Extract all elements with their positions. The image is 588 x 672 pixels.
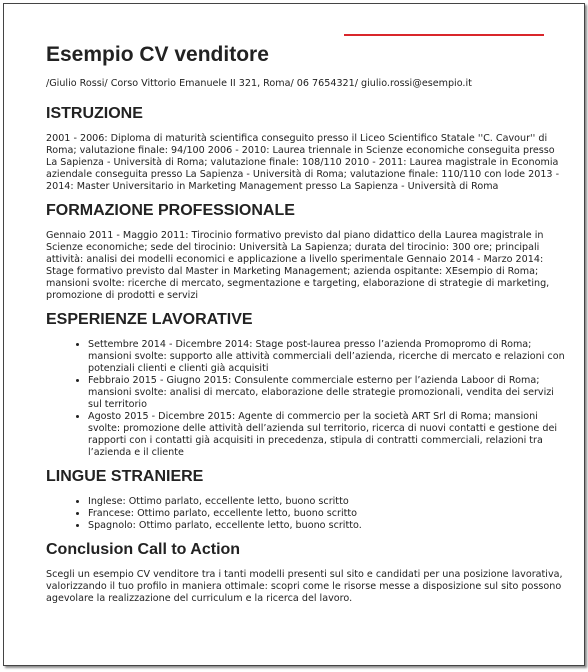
language-list <box>46 496 566 532</box>
section-heading-istruzione: ISTRUZIONE <box>46 105 143 122</box>
page-title: Esempio CV venditore <box>46 43 269 66</box>
section-text-istruzione: 2001 - 2006: Diploma di maturità scientifica conseguito presso il Liceo Scientifico Statale ''C. Cavour'' di Roma; valutazione finale: 94/100 2006 - 2010: Laurea triennale in Scienze economiche conseguita presso La Sapienza - Università di Roma; valutazione finale: 108/110 2010 - 2011: Laurea magistrale in Economia aziendale conseguita presso La Sapienza - Università di Roma; valutazione finale: 110/110 con lode 2013 - 2014: Master Universitario in Marketing Management presso La Sapienza - Università di Roma <box>46 133 560 192</box>
list-item: • Francese: Ottimo parlato, eccellente letto, buono scritto <box>88 508 566 520</box>
cv-page <box>3 3 585 666</box>
section-text-formazione: Gennaio 2011 - Maggio 2011: Tirocinio formativo previsto dal piano didattico della Laurea magistrale in Scienze economiche; sede del tirocinio: Università La Sapienza; durata del tirocinio: 300 ore; principali attività: analisi dei modelli economici e applicazione a livello sperimentale Gennaio 2014 - Marzo 2014: Stage formativo previsto dal Master in Marketing Management; azienda ospitante: XEsempio di Roma; mansioni svolte: ricerche di mercato, segmentazione e targeting, elaborazione di strategie di marketing, promozione di prodotti e servizi <box>46 230 550 301</box>
list-item: • Spagnolo: Ottimo parlato, eccellente letto, buono scritto. <box>88 520 566 532</box>
list-item: • Febbraio 2015 - Giugno 2015: Consulente commerciale esterno per l’azienda Laboor di Roma; mansioni svolte: analisi di mercato, elaborazione delle strategie promozionali, vendita dei servizi sul territorio <box>88 375 566 411</box>
list-item: • Settembre 2014 - Dicembre 2014: Stage post-laurea presso l’azienda Promopromo di Roma; mansioni svolte: supporto alle attività commerciali dell’azienda, ricerche di mercato e relazioni con potenziali clienti e clienti già acquisiti <box>88 339 566 375</box>
list-item: • Inglese: Ottimo parlato, eccellente letto, buono scritto <box>88 496 566 508</box>
accent-rule <box>344 34 544 36</box>
contact-line: /Giulio Rossi/ Corso Vittorio Emanuele II 321, Roma/ 06 7654321/ giulio.rossi@esempio.it <box>46 78 472 89</box>
section-heading-conclusion: Conclusion Call to Action <box>46 541 241 558</box>
section-text-conclusion: Scegli un esempio CV venditore tra i tanti modelli presenti sul sito e candidati per una posizione lavorativa, valorizzando il tuo profilo in maniera ottimale: scopri come le risorse messe a disposizione sul sito possono agevolare la realizzazione del curriculum e la ricerca del lavoro. <box>46 569 563 604</box>
list-item: • Agosto 2015 - Dicembre 2015: Agente di commercio per la società ART Srl di Roma; mansioni svolte: promozione delle attività dell’azienda sul territorio, ricerca di nuovi contatti e gestione dei rapporti con i contatti già acquisiti in precedenza, stipula di contratti commerciali, relazioni tra l’azienda e il cliente <box>88 411 566 459</box>
cv-content <box>46 42 566 613</box>
experience-list <box>46 339 566 459</box>
section-heading-formazione: FORMAZIONE PROFESSIONALE <box>46 202 295 219</box>
section-heading-lingue: LINGUE STRANIERE <box>46 468 204 485</box>
section-heading-esperienze: ESPERIENZE LAVORATIVE <box>46 311 253 328</box>
